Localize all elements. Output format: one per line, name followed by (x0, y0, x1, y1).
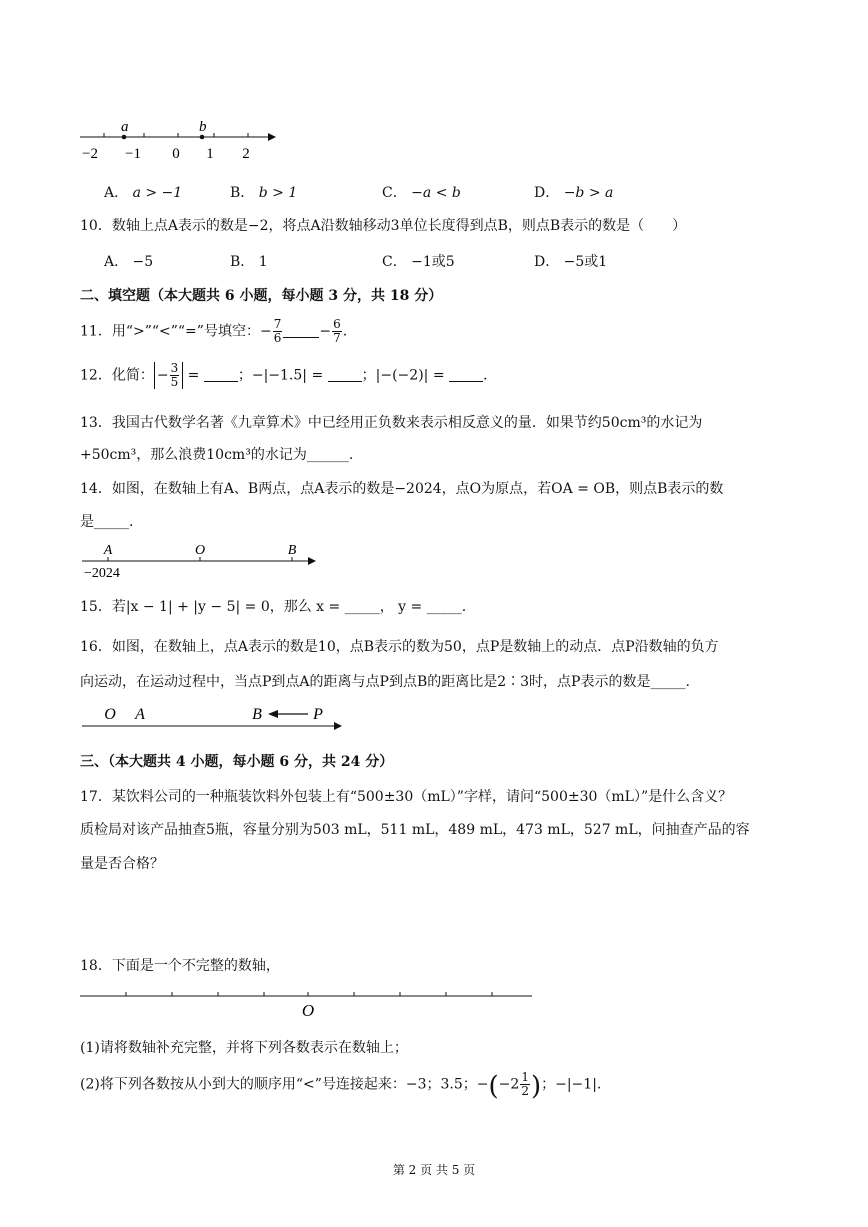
q17-line1: 17．某饮料公司的一种瓶装饮料外包装上有“500±30（mL）”字样，请问“500±30（mL）”是什么含义？ (80, 789, 733, 805)
label-B: B (287, 543, 297, 558)
q14-line2: 是_____. (80, 514, 134, 530)
tick-label: 2 (242, 146, 250, 162)
section-2-title: 二、填空题（本大题共 6 小题，每小题 3 分，共 18 分） (80, 288, 443, 304)
q10-option-b: B． 1 (230, 254, 268, 270)
answer-blank (328, 367, 362, 382)
origin-label: O (301, 1001, 315, 1020)
q10-option-d: D． −5或1 (534, 254, 608, 270)
q16-number-line (80, 700, 350, 734)
q18-stem: 18．下面是一个不完整的数轴， (80, 958, 280, 974)
section-3-title: 三、（本大题共 4 小题，每小题 6 分，共 24 分） (80, 754, 394, 770)
answer-blank (283, 323, 319, 338)
q13-line2: +50cm³，那么浪费10cm³的水记为______. (80, 447, 354, 463)
label-a: a (121, 119, 129, 135)
q16-line1: 16．如图，在数轴上，点A表示的数是10，点B表示的数为50，点P是数轴上的动点．点P沿数轴的负方 (80, 639, 719, 655)
q16-line2: 向运动，在运动过程中，当点P到点A的距离与点P到点B的距离比是2∶3时，点P表示的数是_____. (80, 674, 690, 690)
q18-number-line (78, 986, 538, 1022)
label-A: A (103, 543, 113, 558)
tick-label: 1 (206, 146, 214, 162)
q13-line1: 13．我国古代数学名著《九章算术》中已经用正负数来表示相反意义的量．如果节约50cm³的水记为 (80, 415, 703, 431)
q14-number-line (80, 538, 330, 582)
page-footer: 第 2 页 共 5 页 (392, 1163, 476, 1177)
label-O: O (104, 706, 116, 723)
label-B: B (252, 706, 262, 723)
tick-label: −2 (82, 146, 98, 162)
q17-line2: 质检局对该产品抽查5瓶，容量分别为503 mL，511 mL，489 mL，473 mL，527 mL，问抽查产品的容 (80, 822, 750, 838)
q17-line3: 量是否合格？ (80, 856, 164, 872)
answer-blank (204, 367, 238, 382)
label-O: O (194, 543, 206, 558)
q18-sub2: (2)将下列各数按从小到大的顺序用“<”号连接起来：−3；3.5；−(−2 $\frac{1}{2}$ )；−|−1|. (80, 1070, 602, 1102)
tick-label: 0 (172, 146, 180, 162)
label-b: b (199, 119, 207, 135)
answer-blank (449, 367, 483, 382)
q9-option-a: A． a > −1 (104, 185, 183, 201)
point-a (122, 135, 127, 140)
q10-option-c: C． −1或5 (382, 254, 455, 270)
q15: 15．若|x − 1| + |y − 5| = 0，那么 x = _____， y = _____. (80, 599, 467, 615)
q10-option-a: A． −5 (104, 254, 154, 270)
tick-label: −1 (125, 146, 141, 162)
q9-option-b: B． b > 1 (230, 185, 298, 201)
q12: 12．化简： − $\frac{3}{5}$ = ；−|−1.5| = ；|−(−2)| = . (80, 361, 488, 389)
q14-line1: 14．如图，在数轴上有A、B两点，点A表示的数是−2024，点O为原点，若OA = OB，则点B表示的数 (80, 481, 724, 497)
q9-number-line (78, 112, 288, 164)
q9-option-c: C． −a < b (382, 185, 461, 201)
q10-stem: 10．数轴上点A表示的数是−2，将点A沿数轴移动3单位长度得到点B，则点B表示的数是（ ） (80, 218, 687, 234)
label-value-A: −2024 (84, 566, 120, 581)
q11: 11．用“>”“<”“=”号填空：− $\frac{7}{6}$ − $\frac{6}{7}$ . (80, 317, 348, 345)
q18-sub1: (1)请将数轴补充完整，并将下列各数表示在数轴上； (80, 1040, 408, 1056)
point-b (200, 135, 205, 140)
q9-option-d: D． −b > a (534, 185, 614, 201)
label-A: A (135, 706, 145, 723)
label-P: P (313, 706, 323, 723)
